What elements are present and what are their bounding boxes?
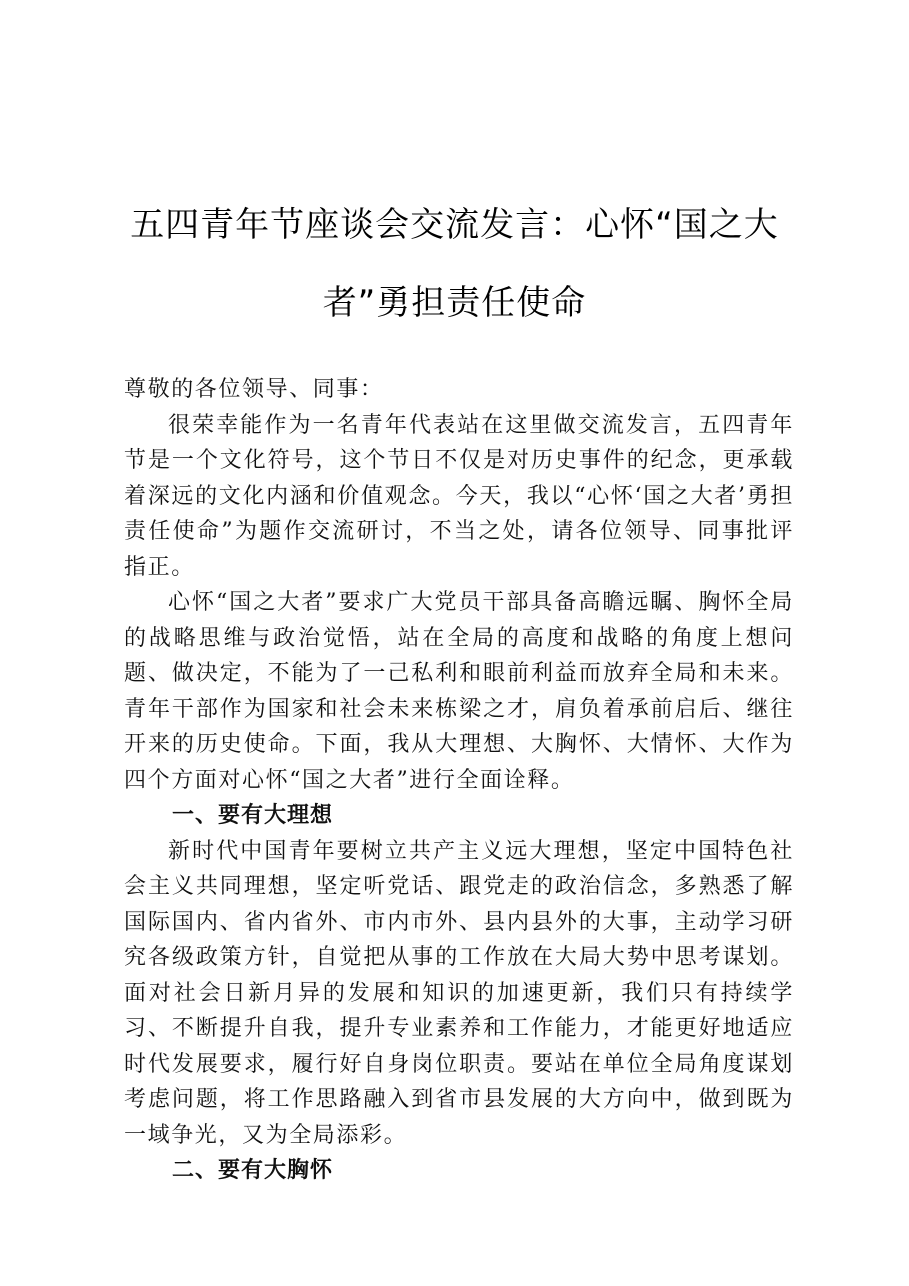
document-title (100, 186, 809, 342)
title-line-1: 五四青年节座谈会交流发言：心怀“国之大 (130, 205, 779, 245)
salutation: 尊敬的各位领导、同事： (124, 377, 384, 402)
section-heading-1: 一、要有大理想 (172, 803, 334, 828)
body-paragraph-overview: 心怀“国之大者”要求广大党员干部具备高瞻远瞩、胸怀全局的战略思维与政治觉悟，站在全局的高度和战略的角度上想问题、做决定，不能为了一己私利和眼前利益而放弃全局和未来。青年干部作为国家和社会未来栋梁之才，肩负着承前启后、继往开来的历史使命。下面，我从大理想、大胸怀、大情怀、大作为四个方面对心怀“国之大者”进行全面诠释。 (124, 590, 794, 793)
section-heading-2: 二、要有大胸怀 (172, 1158, 334, 1183)
document-body (124, 372, 794, 1189)
title-line-2: 者”勇担责任使命 (322, 283, 587, 323)
section-1-paragraph: 新时代中国青年要树立共产主义远大理想，坚定中国特色社会主义共同理想，坚定听党话、跟党走的政治信念，多熟悉了解国际国内、省内省外、市内市外、县内县外的大事，主动学习研究各级政策方针，自觉把从事的工作放在大局大势中思考谋划。面对社会日新月异的发展和知识的加速更新，我们只有持续学习、不断提升自我，提升专业素养和工作能力，才能更好地适应时代发展要求，履行好自身岗位职责。要站在单位全局角度谋划考虑问题，将工作思路融入到省市县发展的大方向中，做到既为一域争光，又为全局添彩。 (124, 838, 794, 1148)
body-paragraph-intro: 很荣幸能作为一名青年代表站在这里做交流发言，五四青年节是一个文化符号，这个节日不仅是对历史事件的纪念，更承载着深远的文化内涵和价值观念。今天，我以“心怀‘国之大者’勇担责任使命”为题作交流研讨，不当之处，请各位领导、同事批评指正。 (124, 412, 794, 580)
